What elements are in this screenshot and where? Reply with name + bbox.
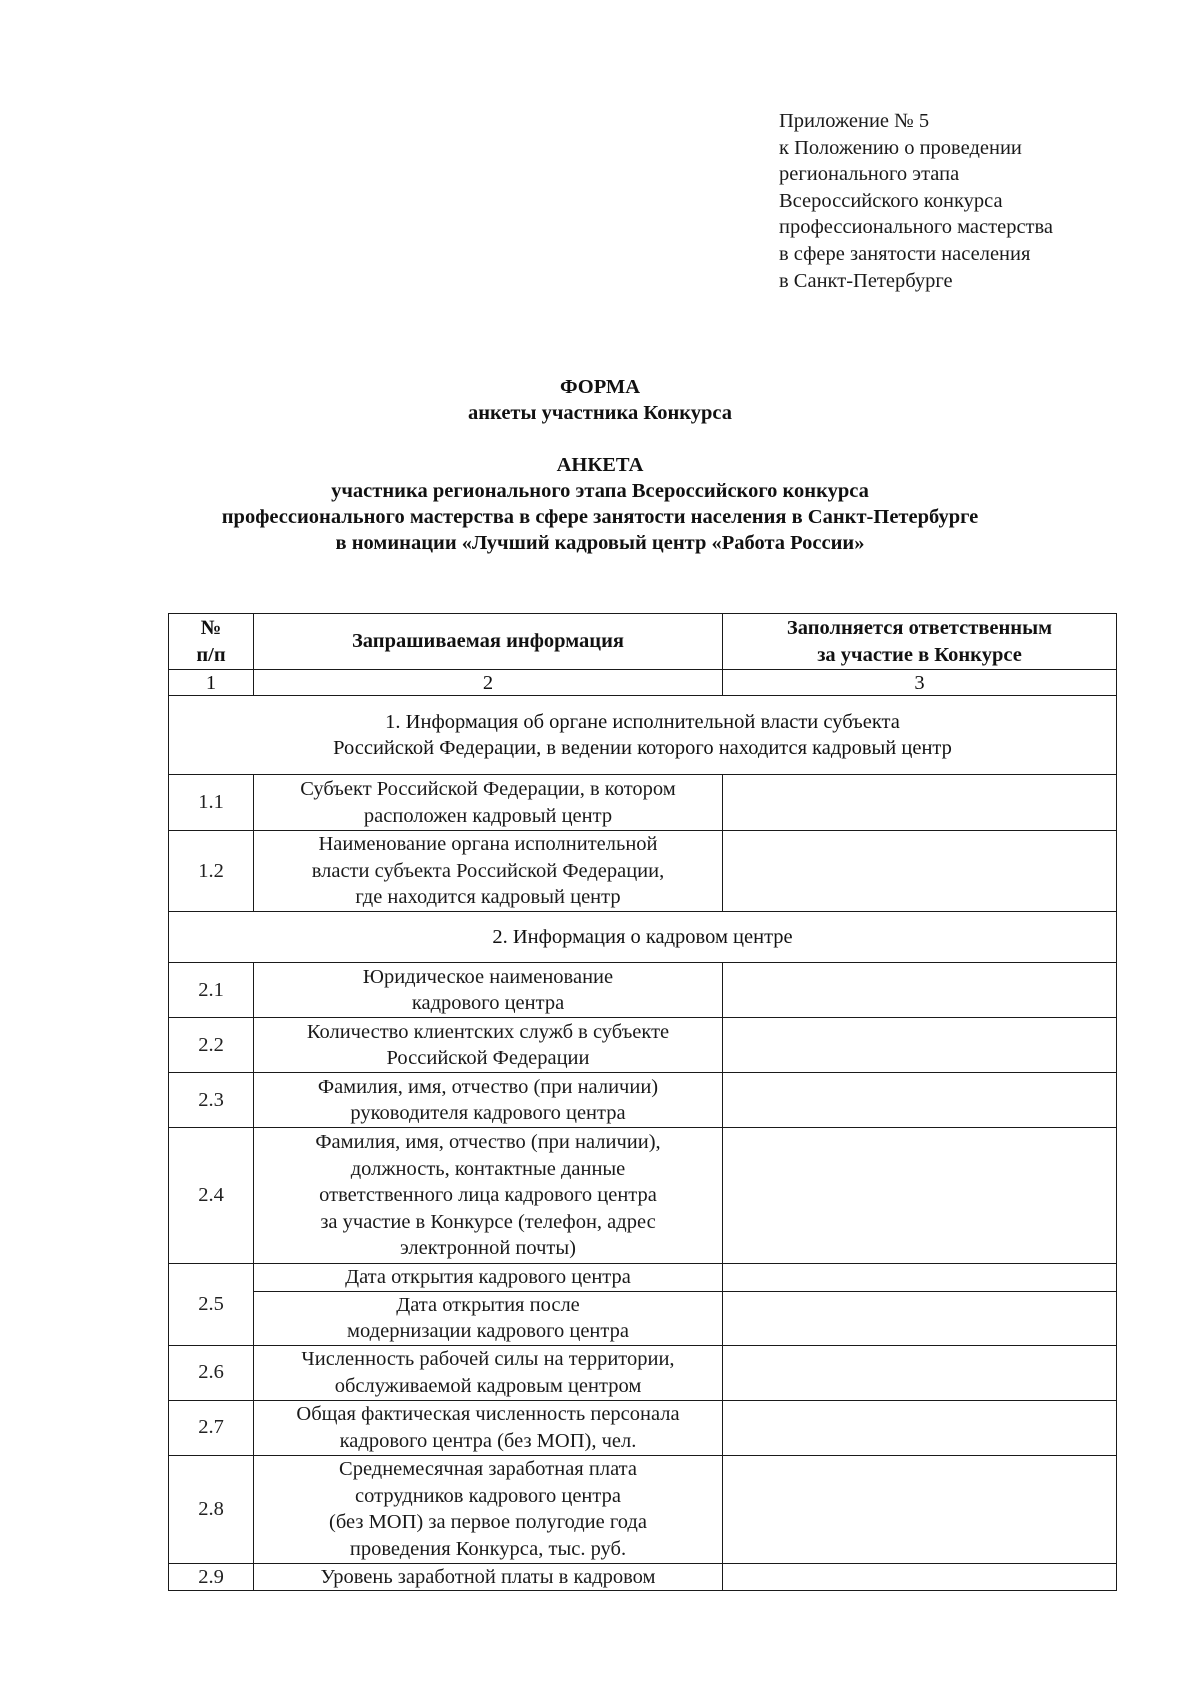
answer-cell[interactable] [723, 1345, 1117, 1400]
row-question: Численность рабочей силы на территории, обслуживаемой кадровым центром [254, 1345, 723, 1400]
column-number: 3 [723, 670, 1117, 696]
row-question: Дата открытия кадрового центра [254, 1264, 723, 1292]
row-question: Наименование органа исполнительной власти субъекта Российской Федерации, где находится кадровый центр [254, 831, 723, 912]
answer-cell[interactable] [723, 775, 1117, 831]
form-title [0, 374, 1200, 426]
table-row [169, 1018, 1117, 1073]
table-header-row [169, 614, 1117, 670]
table-row [169, 1073, 1117, 1128]
answer-cell[interactable] [723, 1291, 1117, 1345]
row-question: Субъект Российской Федерации, в котором расположен кадровый центр [254, 775, 723, 831]
row-question: Количество клиентских служб в субъекте Российской Федерации [254, 1018, 723, 1073]
section-row [169, 912, 1117, 963]
table-row [169, 963, 1117, 1018]
row-number: 1.1 [169, 775, 254, 831]
row-number: 2.5 [169, 1264, 254, 1346]
row-question: Общая фактическая численность персонала кадрового центра (без МОП), чел. [254, 1400, 723, 1455]
answer-cell[interactable] [723, 1264, 1117, 1292]
row-number: 1.2 [169, 831, 254, 912]
appendix-line: профессионального мастерства [779, 216, 1054, 239]
questionnaire-title [0, 452, 1200, 556]
answer-cell[interactable] [723, 1400, 1117, 1455]
section-title: 1. Информация об органе исполнительной власти субъекта Российской Федерации, в ведении которого находится кадровый центр [169, 696, 1117, 775]
row-number: 2.9 [169, 1563, 254, 1591]
row-number: 2.3 [169, 1073, 254, 1128]
form-title-line: ФОРМА [559, 376, 641, 398]
header-number: № п/п [169, 614, 254, 670]
row-number: 2.6 [169, 1345, 254, 1400]
row-question: Фамилия, имя, отчество (при наличии) руководителя кадрового центра [254, 1073, 723, 1128]
questionnaire-subtitle-line: профессионального мастерства в сфере занятости населения в Санкт-Петербурге [221, 506, 979, 528]
section-row [169, 696, 1117, 775]
column-number: 2 [254, 670, 723, 696]
table-row [169, 1264, 1117, 1292]
appendix-line: Приложение № 5 [779, 110, 930, 132]
row-number: 2.7 [169, 1400, 254, 1455]
row-question: Юридическое наименование кадрового центра [254, 963, 723, 1018]
answer-cell[interactable] [723, 963, 1117, 1018]
answer-cell[interactable] [723, 1073, 1117, 1128]
answer-cell[interactable] [723, 1563, 1117, 1591]
row-number: 2.1 [169, 963, 254, 1018]
row-question: Дата открытия после модернизации кадрового центра [254, 1291, 723, 1345]
table-row [169, 775, 1117, 831]
form-subtitle-line: анкеты участника Конкурса [467, 402, 733, 424]
appendix-line: регионального этапа [779, 163, 960, 186]
table-row [169, 1400, 1117, 1455]
header-requested-info: Запрашиваемая информация [254, 614, 723, 670]
column-number: 1 [169, 670, 254, 696]
questionnaire-subtitle-line: в номинации «Лучший кадровый центр «Работа России» [335, 532, 865, 554]
appendix-note [779, 108, 1159, 294]
questionnaire-subtitle-line: участника регионального этапа Всероссийского конкурса [331, 480, 869, 502]
questionnaire-table [168, 613, 1117, 1591]
appendix-line: в Санкт-Петербурге [779, 269, 953, 292]
answer-cell[interactable] [723, 1128, 1117, 1264]
answer-cell[interactable] [723, 831, 1117, 912]
table-row [169, 1128, 1117, 1264]
row-number: 2.4 [169, 1128, 254, 1264]
table-row [169, 1563, 1117, 1591]
column-number-row [169, 670, 1117, 696]
questionnaire-title-line: АНКЕТА [556, 454, 644, 476]
table-row [169, 1455, 1117, 1563]
row-number: 2.8 [169, 1455, 254, 1563]
row-question: Среднемесячная заработная плата сотрудников кадрового центра (без МОП) за первое полугодие года проведения Конкурса, тыс. руб. [254, 1455, 723, 1563]
table-row [169, 1345, 1117, 1400]
appendix-line: Всероссийского конкурса [779, 189, 1003, 212]
appendix-line: в сфере занятости населения [779, 242, 1031, 265]
row-number: 2.2 [169, 1018, 254, 1073]
section-title: 2. Информация о кадровом центре [169, 912, 1117, 963]
appendix-line: к Положению о проведении [779, 136, 1022, 159]
table-row [169, 1291, 1117, 1345]
answer-cell[interactable] [723, 1455, 1117, 1563]
answer-cell[interactable] [723, 1018, 1117, 1073]
row-question: Уровень заработной платы в кадровом [254, 1563, 723, 1591]
table-row [169, 831, 1117, 912]
row-question: Фамилия, имя, отчество (при наличии), должность, контактные данные ответственного лица кадрового центра за участие в Конкурсе (телефон, адрес электронной почты) [254, 1128, 723, 1264]
header-filled-by: Заполняется ответственным за участие в Конкурсе [723, 614, 1117, 670]
